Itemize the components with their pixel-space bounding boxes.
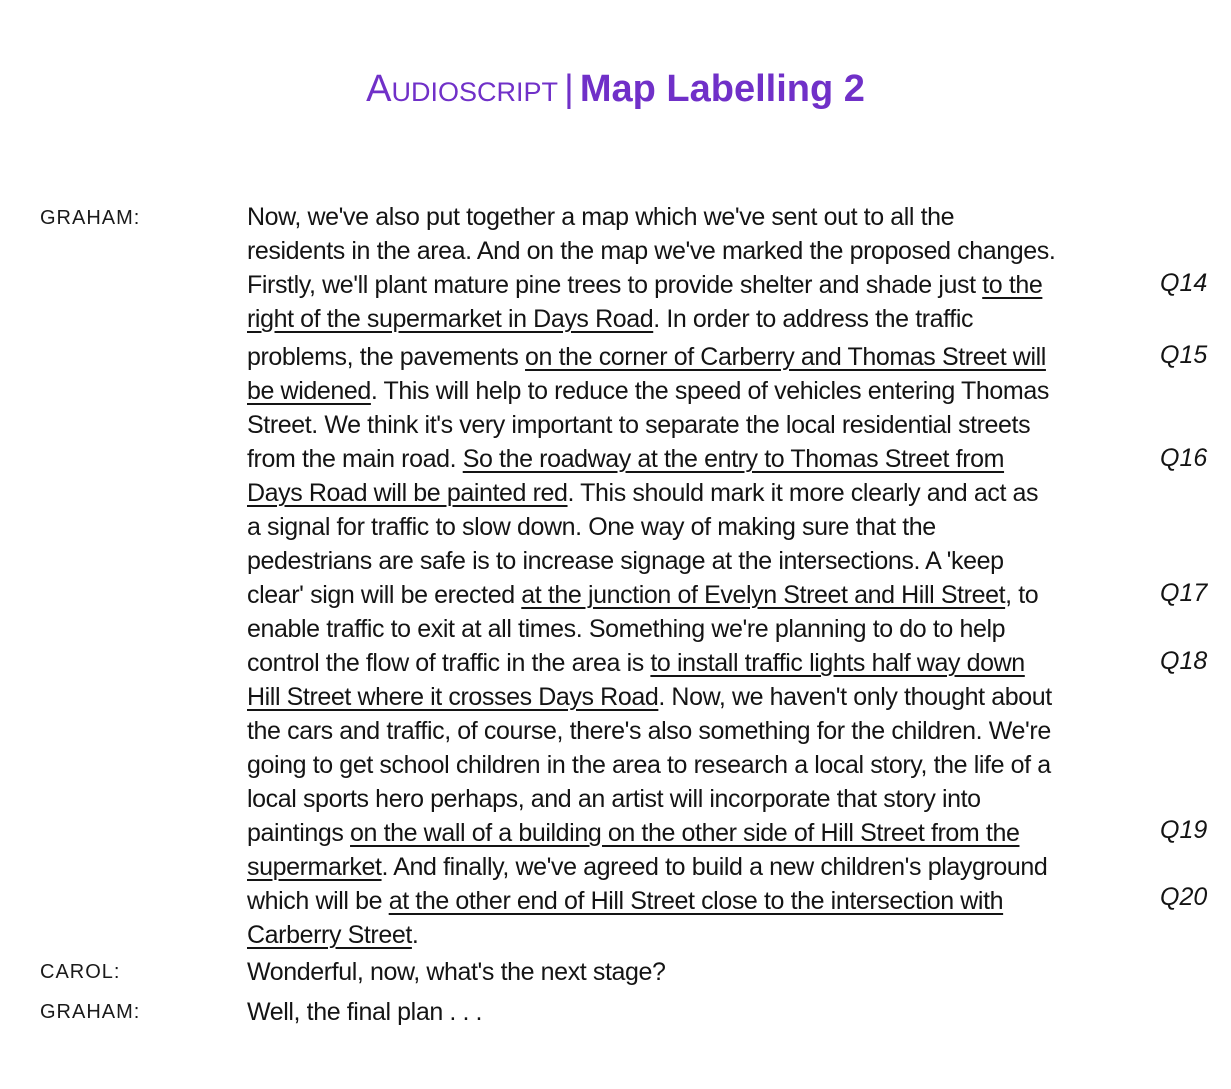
answer-text: at the junction of Evelyn Street and Hill Street xyxy=(521,581,1006,609)
line-text: . And finally, we've agreed to build a new children's playground xyxy=(381,853,1048,881)
title-main: Map Labelling 2 xyxy=(579,68,865,110)
page-title xyxy=(0,64,1231,114)
script-line xyxy=(247,302,1147,336)
question-marker-q16: Q16 xyxy=(1160,444,1208,472)
line-text: the cars and traffic, of course, there's also something for the children. We're xyxy=(247,717,1051,745)
line-text: . This should mark it more clearly and act as xyxy=(567,479,1039,507)
line-text: Now, we've also put together a map which we've sent out to all the xyxy=(247,203,955,231)
script-line xyxy=(247,442,1147,476)
script-line xyxy=(247,748,1147,782)
line-text: problems, the pavements xyxy=(247,343,526,371)
line-text: residents in the area. And on the map we've marked the proposed changes. xyxy=(247,237,1056,265)
question-marker-q20: Q20 xyxy=(1160,883,1208,911)
line-text: which will be xyxy=(247,887,389,915)
script-line xyxy=(247,782,1147,816)
title-separator: | xyxy=(563,68,574,110)
question-marker-q15: Q15 xyxy=(1160,341,1208,369)
answer-text: at the other end of Hill Street close to the intersection with xyxy=(388,887,1004,915)
script-line xyxy=(247,646,1147,680)
script-line xyxy=(247,578,1147,612)
line-text: , to xyxy=(1005,581,1039,609)
script-line xyxy=(247,955,1147,989)
answer-text: So the roadway at the entry to Thomas Street from xyxy=(462,445,1005,473)
script-line xyxy=(247,408,1147,442)
answer-text: right of the supermarket in Days Road xyxy=(247,305,654,333)
line-text: control the flow of traffic in the area is xyxy=(247,649,651,677)
line-text: going to get school children in the area to research a local story, the life of a xyxy=(247,751,1051,779)
line-text: . This will help to reduce the speed of vehicles entering Thomas xyxy=(370,377,1049,405)
line-text: Well, the final plan . . . xyxy=(247,998,483,1026)
speaker-label-carol: CAROL: xyxy=(40,961,121,983)
answer-text: to install traffic lights half way down xyxy=(650,649,1025,677)
script-line xyxy=(247,476,1147,510)
line-text: Wonderful, now, what's the next stage? xyxy=(247,958,666,986)
answer-text: be widened xyxy=(247,377,371,405)
script-line xyxy=(247,374,1147,408)
script-line xyxy=(247,850,1147,884)
line-text: . Now, we haven't only thought about xyxy=(658,683,1052,711)
line-text: local sports hero perhaps, and an artist will incorporate that story into xyxy=(247,785,981,813)
line-text: Firstly, we'll plant mature pine trees to provide shelter and shade just xyxy=(247,271,983,299)
script-line xyxy=(247,268,1147,302)
question-marker-q19: Q19 xyxy=(1160,816,1208,844)
script-line xyxy=(247,714,1147,748)
answer-text: Carberry Street xyxy=(247,921,412,949)
answer-text: on the wall of a building on the other side of Hill Street from the xyxy=(350,819,1020,847)
script-line xyxy=(247,340,1147,374)
script-line xyxy=(247,816,1147,850)
line-text: enable traffic to exit at all times. Something we're planning to do to help xyxy=(247,615,1006,643)
line-text: a signal for traffic to slow down. One way of making sure that the xyxy=(247,513,936,541)
answer-text: Hill Street where it crosses Days Road xyxy=(247,683,659,711)
question-marker-q17: Q17 xyxy=(1160,579,1208,607)
line-text: . xyxy=(411,921,419,949)
line-text: from the main road. xyxy=(247,445,463,473)
script-line xyxy=(247,918,1147,952)
answer-text: Days Road will be painted red xyxy=(247,479,568,507)
line-text: pedestrians are safe is to increase signage at the intersections. A 'keep xyxy=(247,547,1004,575)
script-line xyxy=(247,995,1147,1029)
line-text: clear' sign will be erected xyxy=(247,581,522,609)
speaker-label-graham: GRAHAM: xyxy=(40,207,141,229)
script-line xyxy=(247,200,1147,234)
answer-text: on the corner of Carberry and Thomas Street will xyxy=(525,343,1046,371)
script-line xyxy=(247,544,1147,578)
line-text: . In order to address the traffic xyxy=(653,305,974,333)
line-text: Street. We think it's very important to separate the local residential streets xyxy=(247,411,1031,439)
answer-text: to the xyxy=(982,271,1043,299)
script-line xyxy=(247,612,1147,646)
question-marker-q14: Q14 xyxy=(1160,269,1208,297)
script-line xyxy=(247,510,1147,544)
question-marker-q18: Q18 xyxy=(1160,647,1208,675)
speaker-label-graham-2: GRAHAM: xyxy=(40,1001,141,1023)
script-line xyxy=(247,884,1147,918)
answer-text: supermarket xyxy=(247,853,382,881)
title-prefix: Audioscript xyxy=(366,68,558,110)
script-line xyxy=(247,680,1147,714)
line-text: paintings xyxy=(247,819,351,847)
script-line xyxy=(247,234,1147,268)
